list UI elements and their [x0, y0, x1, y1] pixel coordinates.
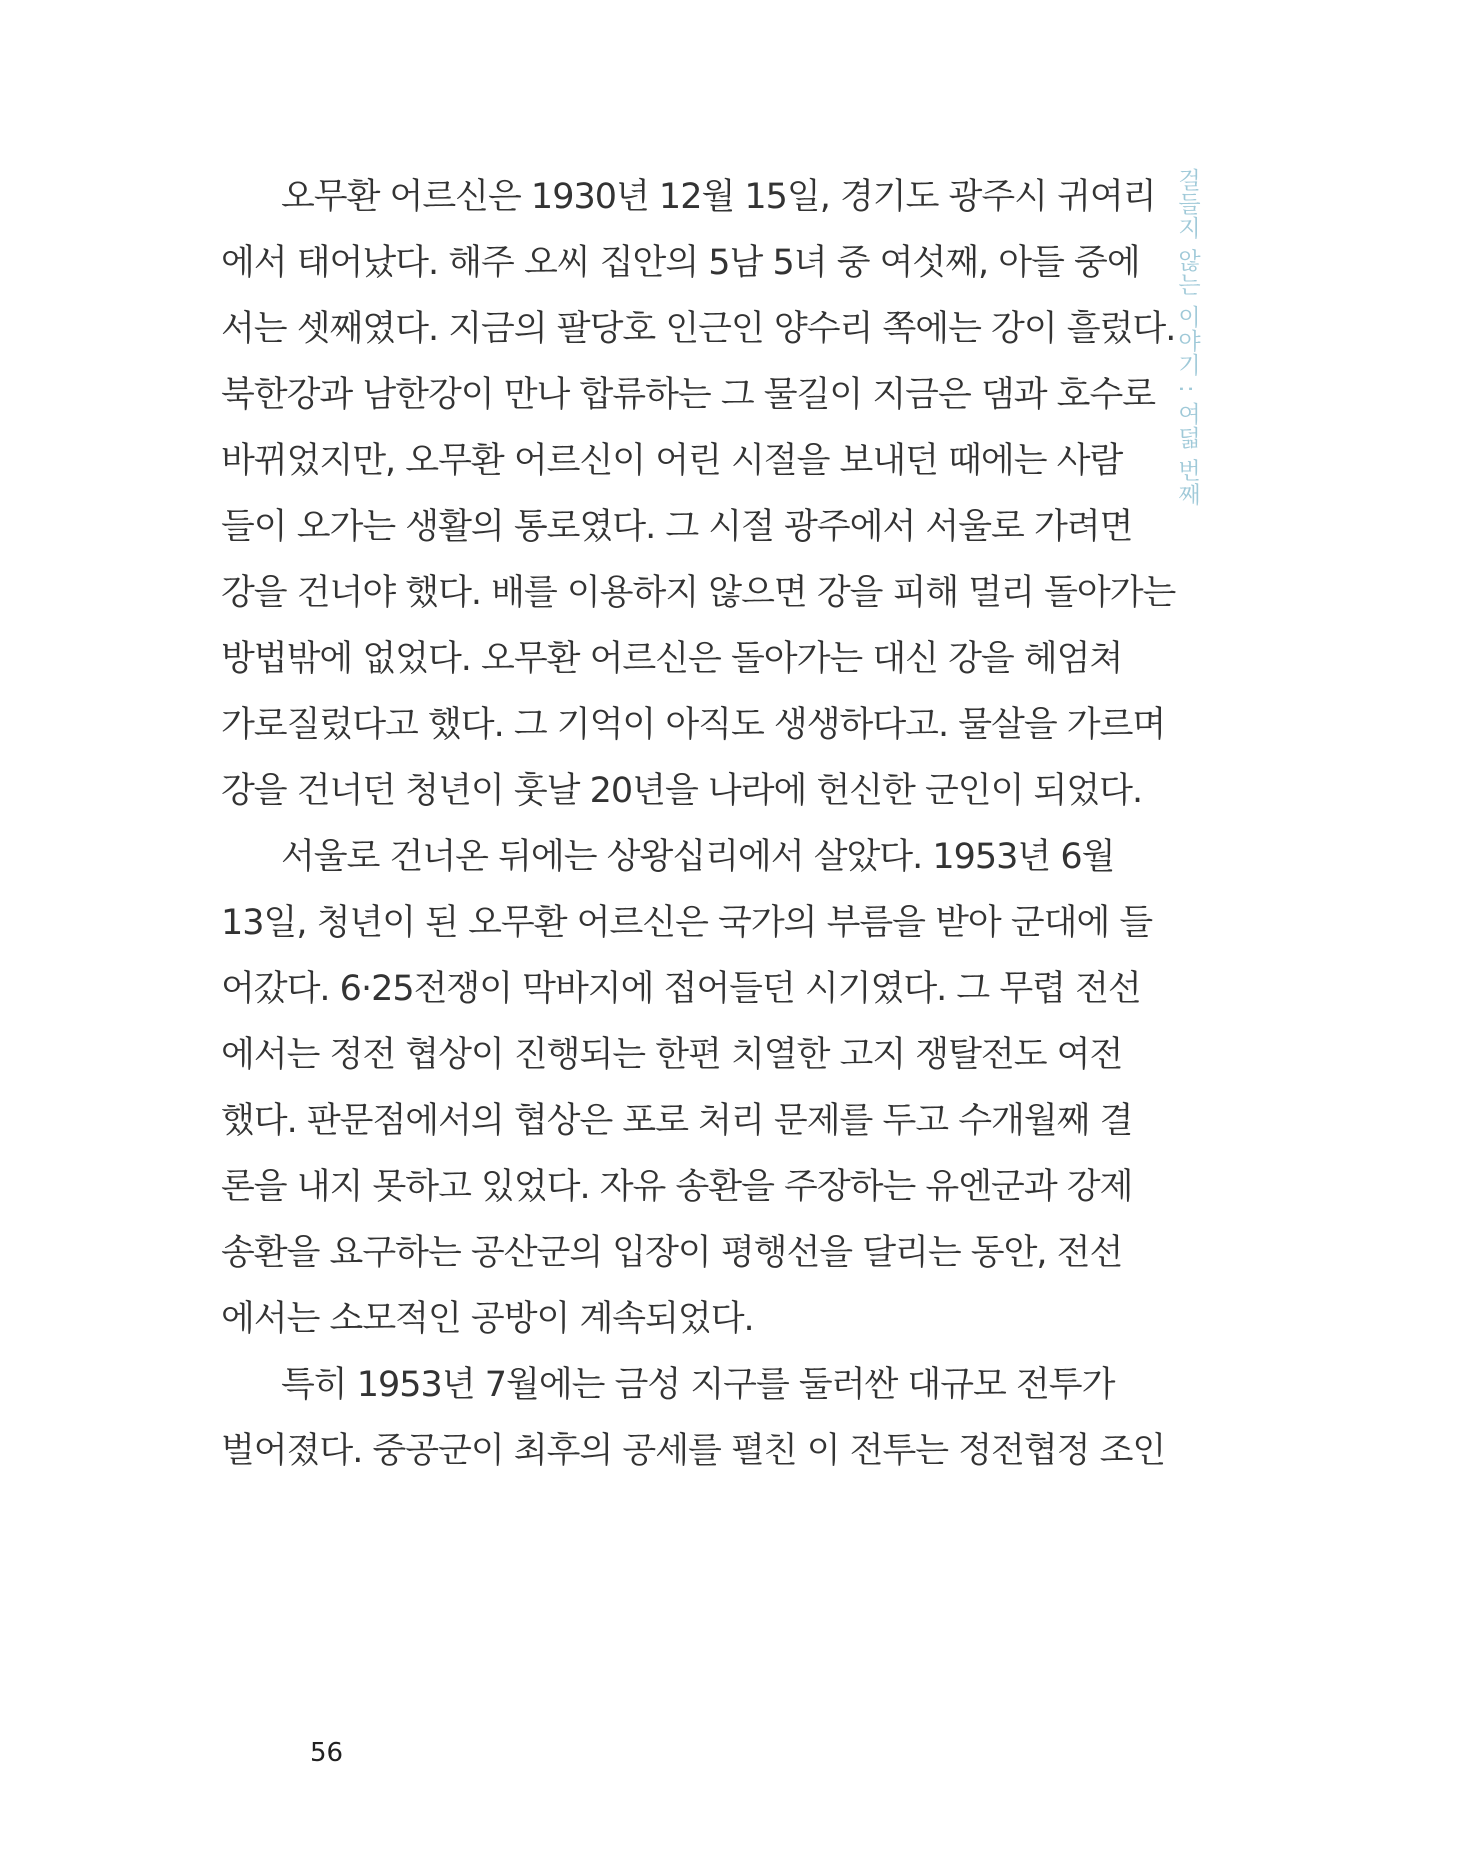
- text-line: 어갔다. 6·25전쟁이 막바지에 접어들던 시기였다. 그 무렵 전선: [221, 969, 1141, 1009]
- text-line: 서는 셋째였다. 지금의 팔당호 인근인 양수리 쪽에는 강이 흘렀다.: [221, 309, 1176, 349]
- body-text: [221, 164, 1176, 1484]
- text-line: 13일, 청년이 된 오무환 어르신은 국가의 부름을 받아 군대에 들: [221, 903, 1153, 943]
- text-line: 에서는 소모적인 공방이 계속되었다.: [221, 1299, 754, 1339]
- text-line: 강을 건너던 청년이 훗날 20년을 나라에 헌신한 군인이 되었다.: [221, 771, 1143, 811]
- text-line: 서울로 건너온 뒤에는 상왕십리에서 살았다. 1953년 6월: [281, 837, 1115, 877]
- text-line: 북한강과 남한강이 만나 합류하는 그 물길이 지금은 댐과 호수로: [221, 375, 1156, 415]
- text-line: 에서는 정전 협상이 진행되는 한편 치열한 고지 쟁탈전도 여전: [221, 1035, 1123, 1075]
- text-line: 방법밖에 없었다. 오무환 어르신은 돌아가는 대신 강을 헤엄쳐: [221, 639, 1123, 679]
- text-line: 가로질렀다고 했다. 그 기억이 아직도 생생하다고. 물살을 가르며: [221, 705, 1166, 745]
- text-line: 강을 건너야 했다. 배를 이용하지 않으면 강을 피해 멀리 돌아가는: [221, 573, 1176, 613]
- text-line: 들이 오가는 생활의 통로였다. 그 시절 광주에서 서울로 가려면: [221, 507, 1133, 547]
- text-line: 에서 태어났다. 해주 오씨 집안의 5남 5녀 중 여섯째, 아들 중에: [221, 243, 1140, 283]
- text-line: 송환을 요구하는 공산군의 입장이 평행선을 달리는 동안, 전선: [221, 1233, 1123, 1273]
- text-line: 론을 내지 못하고 있었다. 자유 송환을 주장하는 유엔군과 강제: [221, 1167, 1133, 1207]
- text-line: 바뀌었지만, 오무환 어르신이 어린 시절을 보내던 때에는 사람: [221, 441, 1123, 481]
- text-line: 벌어졌다. 중공군이 최후의 공세를 펼친 이 전투는 정전협정 조인: [221, 1431, 1166, 1471]
- running-title: 걸들지 않는 이야기 : 여덟 번째: [1174, 168, 1200, 507]
- text-line: 오무환 어르신은 1930년 12월 15일, 경기도 광주시 귀여리: [281, 177, 1156, 217]
- page-number: 56: [310, 1738, 344, 1768]
- text-line: 특히 1953년 7월에는 금성 지구를 둘러싼 대규모 전투가: [281, 1365, 1115, 1405]
- text-line: 했다. 판문점에서의 협상은 포로 처리 문제를 두고 수개월째 결: [221, 1101, 1133, 1141]
